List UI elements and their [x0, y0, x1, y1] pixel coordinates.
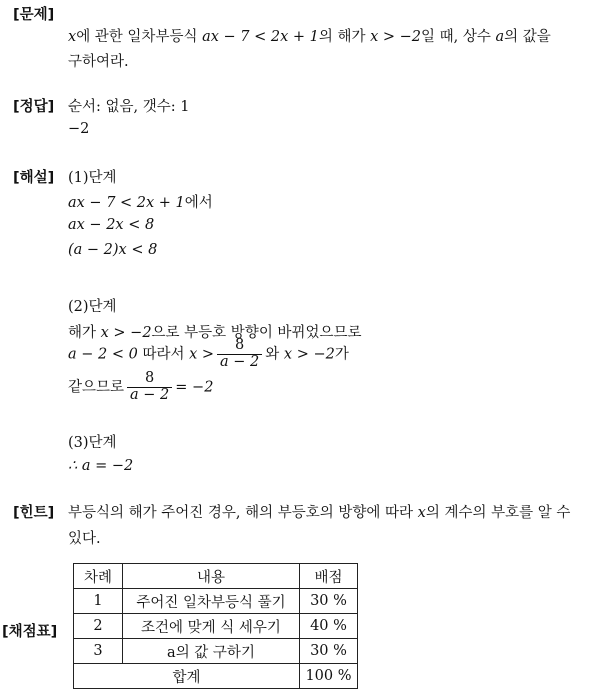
table-row [74, 614, 358, 639]
total-label: 합계 [74, 664, 300, 689]
solution-step-1: (1)단계 [68, 170, 117, 186]
header-points: 배점 [300, 564, 358, 589]
row-content: 조건에 맞게 식 세우기 [123, 614, 300, 639]
total-value: 100 % [300, 664, 358, 689]
table-total-row [74, 664, 358, 689]
answer-label: [정답] [13, 99, 55, 115]
row-order: 1 [74, 589, 123, 614]
table-row [74, 639, 358, 664]
solution-step-3: (3)단계 [68, 435, 117, 451]
fraction-8-over-a-minus-2: $\frac{8}{a - 2}$ [217, 338, 262, 371]
problem-line-2: 구하여라. [68, 54, 129, 70]
header-content: 내용 [123, 564, 300, 589]
answer-line-2: −2 [68, 121, 90, 137]
solution-step1-line-2: ax − 2x < 8 [68, 217, 155, 233]
row-order: 2 [74, 614, 123, 639]
fraction-8-over-a-minus-2-second: $\frac{8}{a - 2}$ [127, 371, 172, 404]
solution-step1-line-1: ax − 7 < 2x + 1에서 [68, 195, 213, 211]
rubric-table [73, 563, 358, 689]
solution-step2-line-1: 해가 x > −2으로 부등호 방향이 바뀌었으므로 [68, 325, 362, 341]
row-points: 30 % [300, 589, 358, 614]
solution-step1-line-3: (a − 2)x < 8 [68, 242, 158, 258]
answer-line-1: 순서: 없음, 갯수: 1 [68, 99, 190, 115]
row-order: 3 [74, 639, 123, 664]
row-points: 40 % [300, 614, 358, 639]
hint-line-2: 있다. [68, 531, 101, 547]
header-order: 차례 [74, 564, 123, 589]
rubric-label: [채점표] [2, 624, 58, 640]
problem-line-1: x에 관한 일차부등식 ax − 7 < 2x + 1의 해가 x > −2일 때, 상수 a의 값을 [68, 29, 551, 45]
row-content: a의 값 구하기 [123, 639, 300, 664]
problem-label: [문제] [13, 7, 55, 23]
table-row [74, 589, 358, 614]
row-content: 주어진 일차부등식 풀기 [123, 589, 300, 614]
table-header-row [74, 564, 358, 589]
solution-step2-line-2: a − 2 < 0 따라서 x > $\frac{8}{a - 2}$ 와 x > −2가 [68, 337, 349, 370]
solution-step3-line-1: ∴ a = −2 [68, 458, 134, 474]
solution-label: [해설] [13, 170, 55, 186]
hint-label: [힌트] [13, 505, 55, 521]
hint-line-1: 부등식의 해가 주어진 경우, 해의 부등호의 방향에 따라 x의 계수의 부호를 알 수 [68, 505, 571, 521]
solution-step2-line-3: 같으므로 $\frac{8}{a - 2}$ = −2 [68, 370, 214, 403]
row-points: 30 % [300, 639, 358, 664]
solution-step-2: (2)단계 [68, 299, 117, 315]
